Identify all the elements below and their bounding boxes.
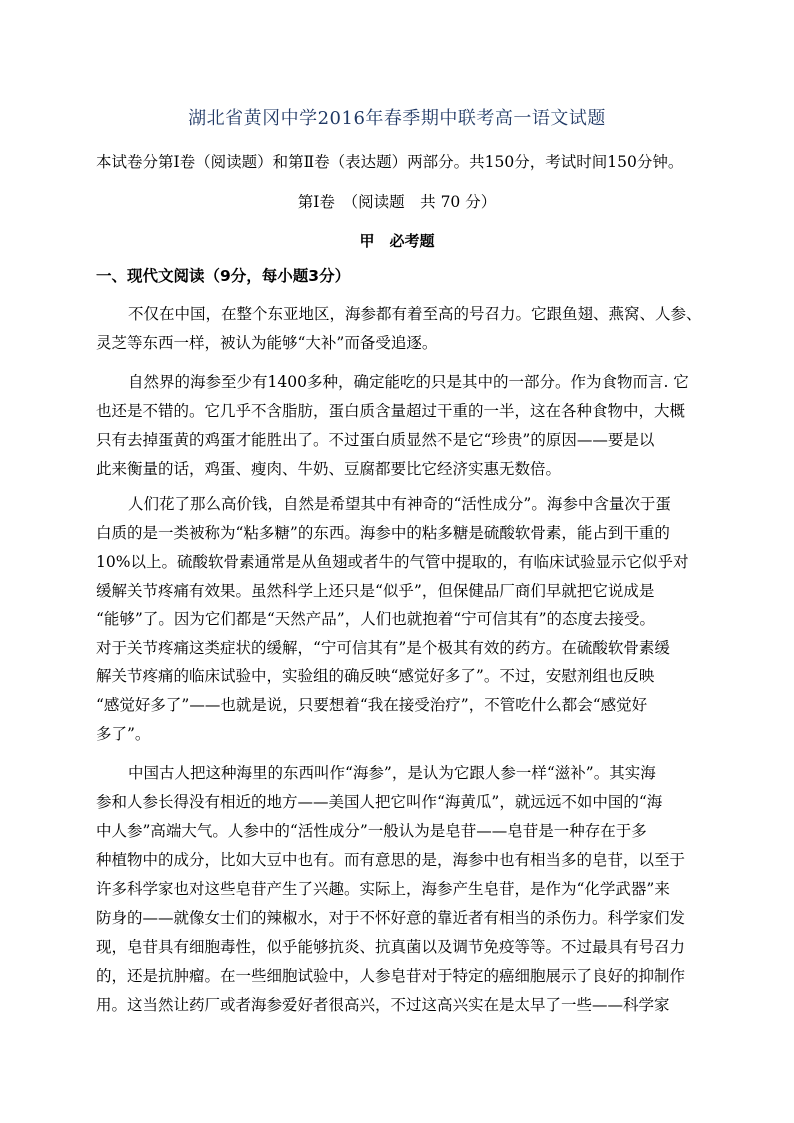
text-line: 现，皂苷具有细胞毒性，似乎能够抗炎、抗真菌以及调节免疫等等。不过最具有号召力 [96,938,686,956]
text-line: 白质的是一类被称为“粘多糖”的东西。海参中的粘多糖是硫酸软骨素，能占到干重的 [96,524,670,542]
text-line: 自然界的海参至少有1400多种，确定能吃的只是其中的一部分。作为食物而言. 它 [128,373,689,391]
text-line: 10%以上。硫酸软骨素通常是从鱼翅或者牛的气管中提取的，有临床试验显示它似乎对 [96,553,689,571]
text-line: 许多科学家也对这些皂苷产生了兴趣。实际上，海参产生皂苷，是作为“化学武器”来 [96,880,670,898]
text-line: 只有去掉蛋黄的鸡蛋才能胜出了。不过蛋白质显然不是它“珍贵”的原因——要是以 [96,431,655,449]
text-line: 对于关节疼痛这类症状的缓解，“宁可信其有”是个极其有效的药方。在硫酸软骨素缓 [96,639,670,657]
text-line: 中国古人把这种海里的东西叫作“海参”，是认为它跟人参一样“滋补”。其实海 [128,764,656,782]
volume-heading: 第Ⅰ卷 （阅读题 共 70 分） [297,193,497,211]
text-line: 灵芝等东西一样，被认为能够“大补”而备受追逐。 [96,334,438,352]
text-line: 种植物中的成分，比如大豆中也有。而有意思的是，海参中也有相当多的皂苷，以至于 [96,851,686,869]
text-line: “能够”了。因为它们都是“天然产品”，人们也就抱着“宁可信其有”的态度去接受。 [96,610,656,628]
text-line: 用。这当然让药厂或者海参爱好者很高兴，不过这高兴实在是太早了一些——科学家 [96,996,670,1014]
text-line: 的，还是抗肿瘤。在一些细胞试验中，人参皂苷对于特定的癌细胞展示了良好的抑制作 [96,967,686,985]
text-line: 解关节疼痛的临床试验中，实验组的确反映“感觉好多了”。不过，安慰剂组也反映 [96,667,655,685]
section-subtitle: 甲 必考题 [359,232,435,250]
question-section-heading: 一、现代文阅读（9分，每小题3分） [96,267,351,285]
text-line: “感觉好多了”——也就是说，只要想着“我在接受治疗”，不管吃什么都会“感觉好 [96,696,648,714]
text-line: 不仅在中国，在整个东亚地区，海参都有着至高的号召力。它跟鱼翅、燕窝、人参、 [128,305,702,323]
text-line: 多了”。 [96,725,151,743]
text-line: 此来衡量的话，鸡蛋、瘦肉、牛奶、豆腐都要比它经济实惠无数倍。 [96,460,562,478]
text-line: 中人参”高端大气。人参中的“活性成分”一般认为是皂苷——皂苷是一种存在于多 [96,822,647,840]
text-line: 缓解关节疼痛有效果。虽然科学上还只是“似乎”，但保健品厂商们早就把它说成是 [96,582,655,600]
exam-title: 湖北省黄冈中学2016年春季期中联考高一语文试题 [188,108,606,129]
text-line: 也还是不错的。它几乎不含脂肪，蛋白质含量超过干重的一半，这在各种食物中，大概 [96,402,686,420]
text-line: 防身的——就像女士们的辣椒水，对于不怀好意的靠近者有相当的杀伤力。科学家们发 [96,909,686,927]
text-line: 人们花了那么高价钱，自然是希望其中有神奇的“活性成分”。海参中含量次于蛋 [128,495,671,513]
exam-intro: 本试卷分第Ⅰ卷（阅读题）和第Ⅱ卷（表达题）两部分。共150分，考试时间150分钟。 [96,153,684,171]
text-line: 参和人参长得没有相近的地方——美国人把它叫作“海黄瓜”，就远远不如中国的“海 [96,793,663,811]
